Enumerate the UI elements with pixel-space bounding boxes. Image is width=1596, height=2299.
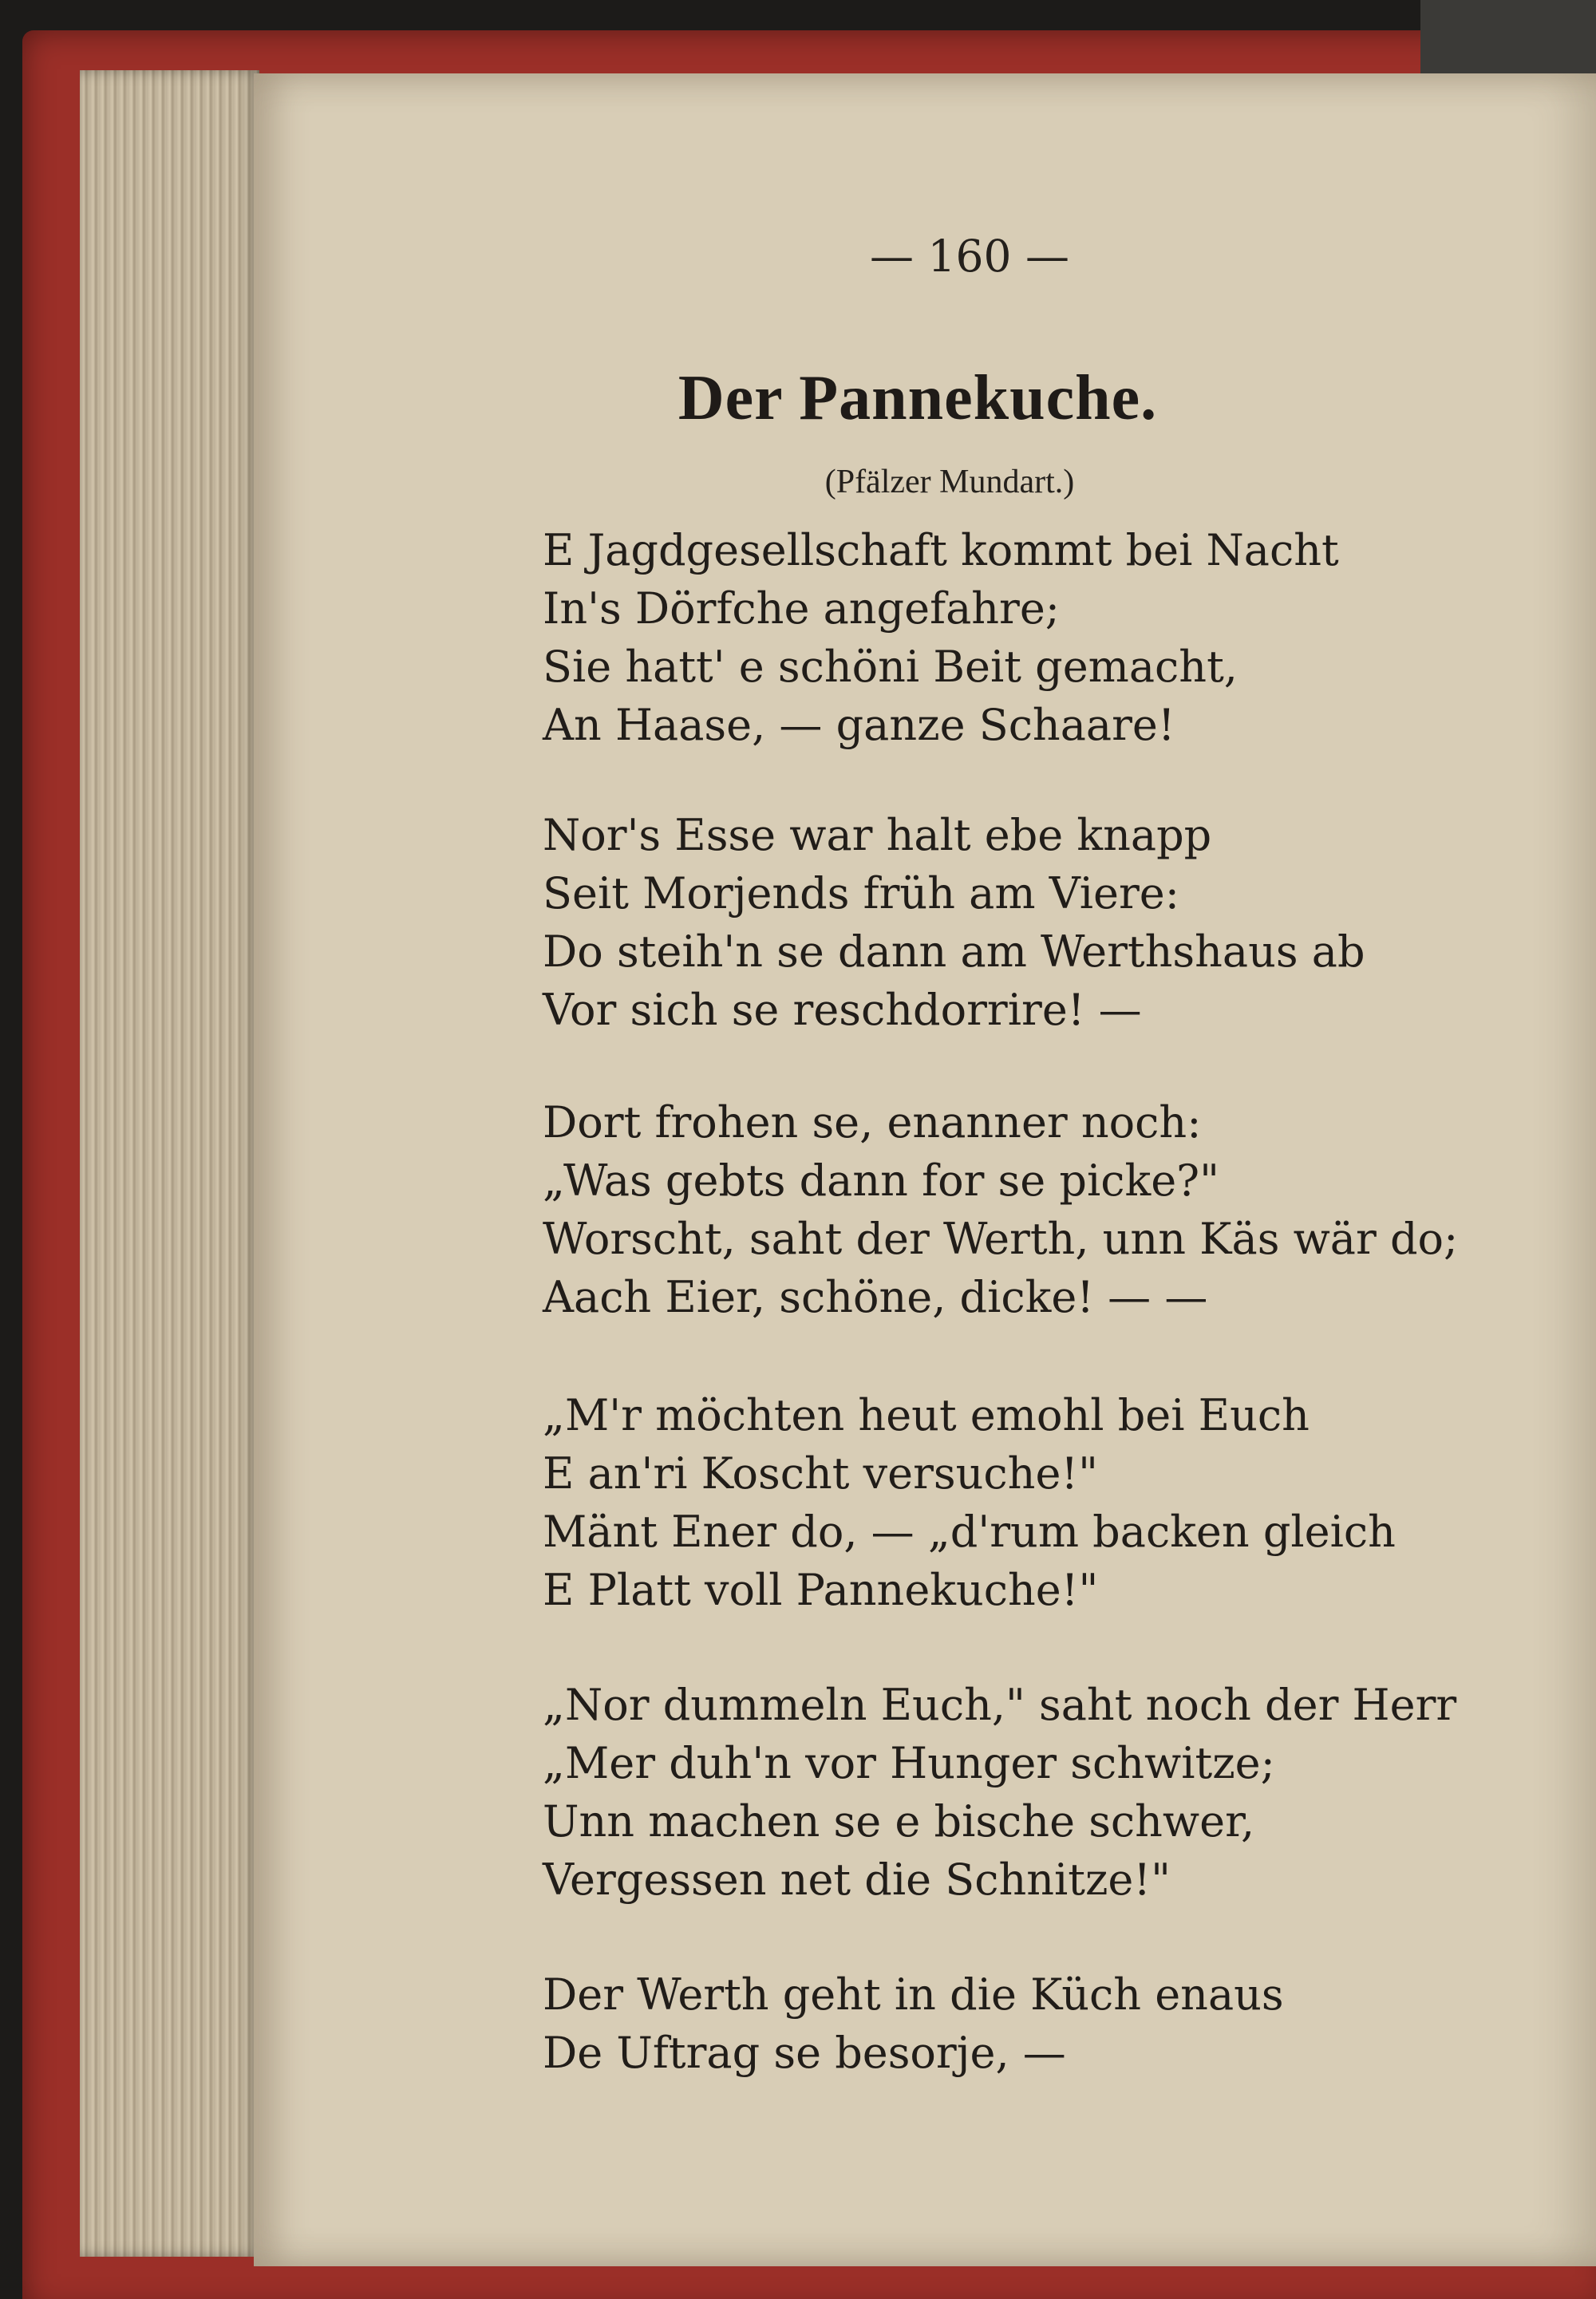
poem-line: Seit Morjends früh am Viere: xyxy=(543,868,1179,918)
poem-title: Der Pannekuche. xyxy=(678,363,1158,433)
poem-line: Do steih'n se dann am Werthshaus ab xyxy=(543,926,1365,977)
poem-line: Dort frohen se, enanner noch: xyxy=(543,1097,1202,1148)
poem-line: E Platt voll Pannekuche!" xyxy=(543,1565,1099,1615)
poem-line: Vergessen net die Schnitze!" xyxy=(543,1855,1171,1905)
poem-line: Sie hatt' e schöni Beit gemacht, xyxy=(543,642,1238,692)
poem-line: „Was gebts dann for se picke?" xyxy=(543,1155,1219,1206)
poem-line: Der Werth geht in die Küch enaus xyxy=(543,1969,1284,2020)
dark-cover-corner xyxy=(1420,0,1596,84)
poem-line: Aach Eier, schöne, dicke! — — xyxy=(543,1272,1208,1322)
poem-line: „Mer duh'n vor Hunger schwitze; xyxy=(543,1738,1275,1788)
poem-line: In's Dörfche angefahre; xyxy=(543,583,1060,634)
poem-line: Vor sich se reschdorrire! — xyxy=(543,985,1142,1035)
poem-line: Nor's Esse war halt ebe knapp xyxy=(543,810,1212,860)
poem-line: „Nor dummeln Euch," saht noch der Herr xyxy=(543,1680,1457,1730)
poem-line: Worscht, saht der Werth, unn Käs wär do; xyxy=(543,1214,1459,1264)
page-edges xyxy=(80,70,259,2257)
poem-line: E an'ri Koscht versuche!" xyxy=(543,1448,1098,1499)
dialect-note: (Pfälzer Mundart.) xyxy=(824,464,1075,500)
poem-line: „M'r möchten heut emohl bei Euch xyxy=(543,1390,1310,1440)
poem-line: Unn machen se e bische schwer, xyxy=(543,1796,1255,1847)
poem-line: E Jagdgesellschaft kommt bei Nacht xyxy=(543,525,1339,575)
poem-line: An Haase, — ganze Schaare! xyxy=(543,700,1175,750)
page-number: — 160 — xyxy=(870,231,1069,282)
poem-line: De Uftrag se besorje, — xyxy=(543,2028,1066,2078)
poem-line: Mänt Ener do, — „d'rum backen gleich xyxy=(543,1507,1396,1557)
